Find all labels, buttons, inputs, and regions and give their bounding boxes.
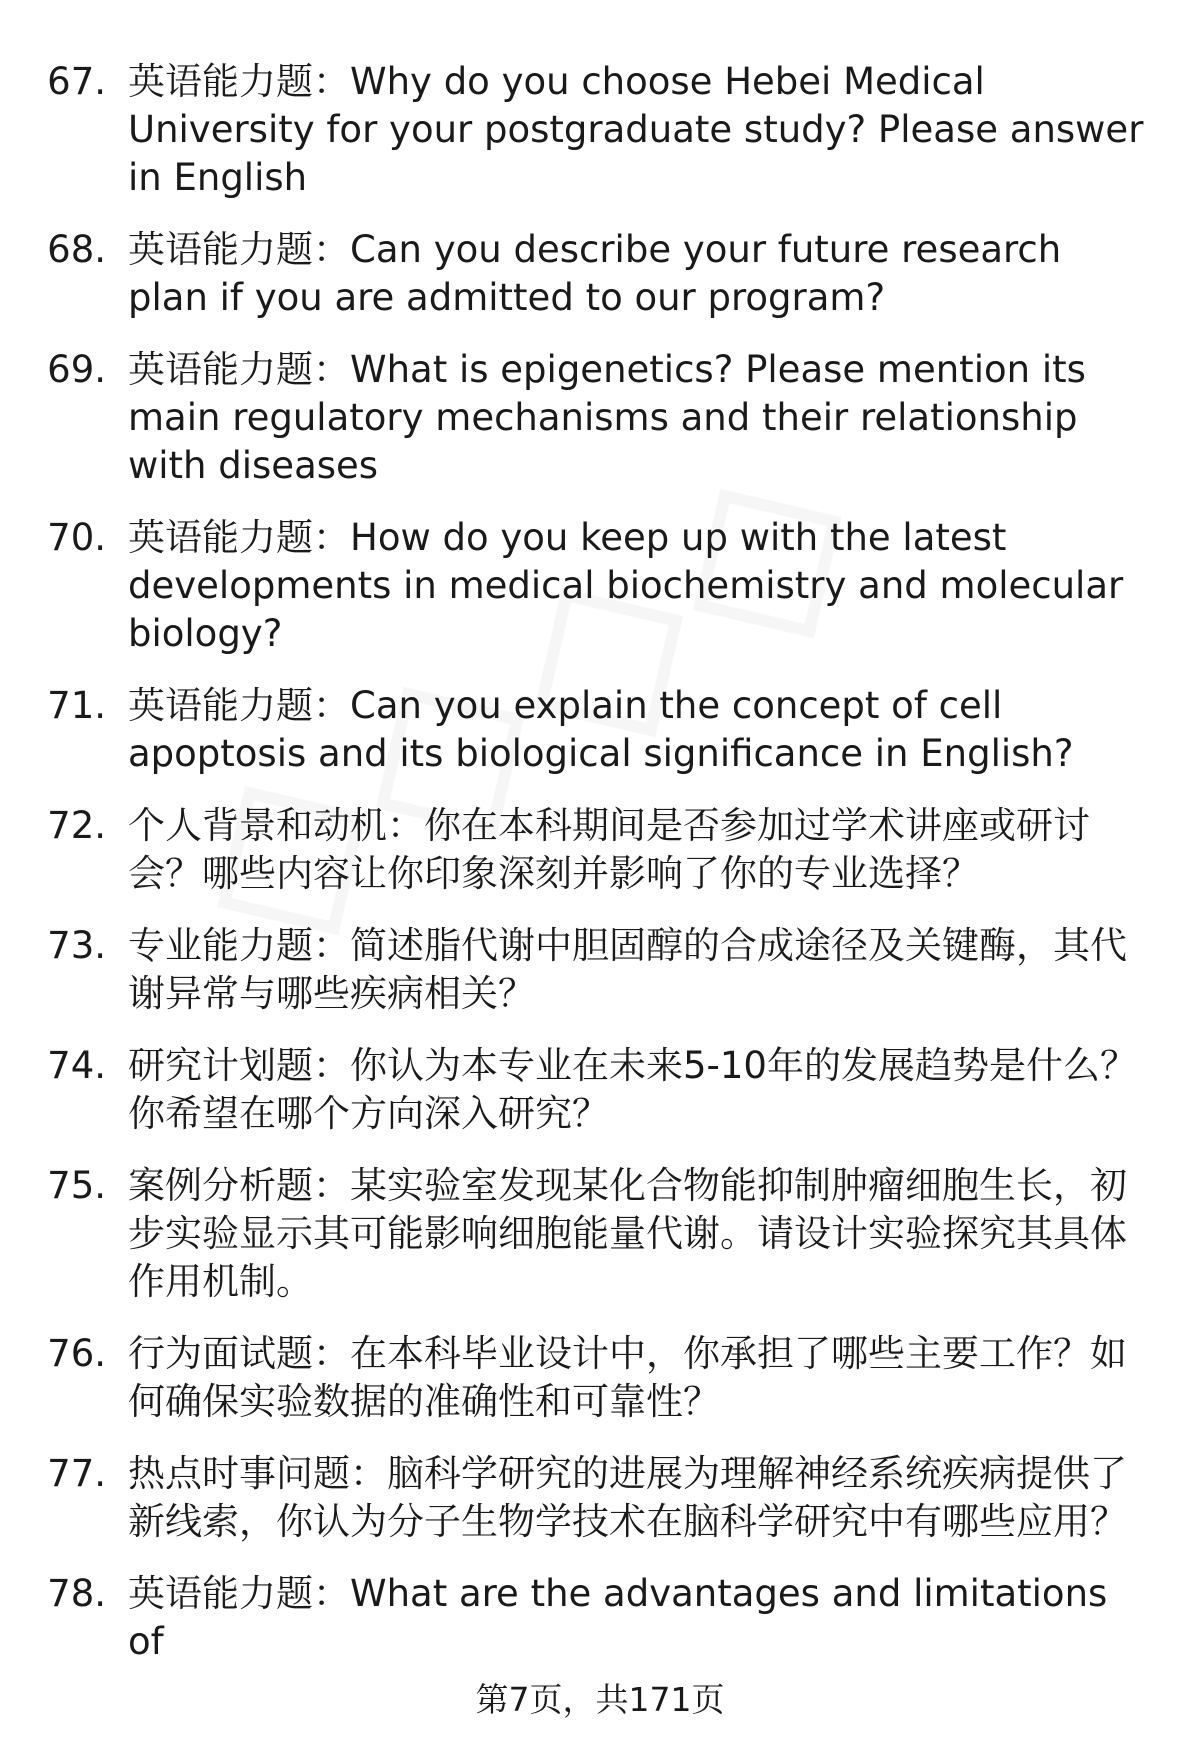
question-item-75: [0, 1162, 1200, 1306]
question-text: [128, 1570, 1148, 1666]
question-category: 专业能力题：: [128, 924, 350, 967]
question-item-77: [0, 1450, 1200, 1546]
page-number-footer: 第7页，共171页: [475, 1680, 725, 1719]
question-number: 74.: [47, 1044, 106, 1087]
question-category: 英语能力题：: [128, 228, 350, 271]
question-category: 英语能力题：: [128, 1572, 350, 1615]
question-text: [128, 514, 1148, 658]
question-body: What are the advantages and limitations of: [128, 1572, 1108, 1663]
question-item-74: [0, 1042, 1200, 1138]
question-item-68: [0, 226, 1200, 322]
question-text: [128, 1162, 1148, 1306]
question-number: 78.: [47, 1572, 106, 1615]
question-item-67: [0, 58, 1200, 202]
question-number: 77.: [47, 1452, 106, 1495]
question-item-78: [0, 1570, 1200, 1666]
question-text: [128, 1042, 1148, 1138]
question-number: 76.: [47, 1332, 106, 1375]
question-body: Can you explain the concept of cell apoptosis and its biological significance in English?: [128, 684, 1074, 775]
question-text: [128, 802, 1148, 898]
question-category: 英语能力题：: [128, 516, 350, 559]
question-body: 在本科毕业设计中，你承担了哪些主要工作？如何确保实验数据的准确性和可靠性？: [128, 1332, 1127, 1423]
question-category: 英语能力题：: [128, 684, 350, 727]
question-category: 个人背景和动机：: [128, 804, 424, 847]
question-text: [128, 226, 1148, 322]
question-item-70: [0, 514, 1200, 658]
question-text: [128, 922, 1148, 1018]
question-category: 英语能力题：: [128, 348, 350, 391]
question-body: Can you describe your future research plan if you are admitted to our program?: [128, 228, 1062, 319]
question-text: [128, 1450, 1148, 1546]
question-body: 某实验室发现某化合物能抑制肿瘤细胞生长，初步实验显示其可能影响细胞能量代谢。请设计实验探究其具体作用机制。: [128, 1164, 1127, 1303]
question-body: Why do you choose Hebei Medical University for your postgraduate study? Please answer in English: [128, 60, 1144, 199]
question-body: How do you keep up with the latest developments in medical biochemistry and molecular biology?: [128, 516, 1124, 655]
question-item-71: [0, 682, 1200, 778]
question-text: [128, 58, 1148, 202]
question-category: 行为面试题：: [128, 1332, 350, 1375]
question-body: 脑科学研究的进展为理解神经系统疾病提供了新线索，你认为分子生物学技术在脑科学研究中有哪些应用？: [128, 1452, 1127, 1543]
question-number: 72.: [47, 804, 106, 847]
question-number: 70.: [47, 516, 106, 559]
question-category: 案例分析题：: [128, 1164, 350, 1207]
question-text: [128, 682, 1148, 778]
question-number: 75.: [47, 1164, 106, 1207]
question-number: 69.: [47, 348, 106, 391]
question-number: 73.: [47, 924, 106, 967]
question-item-73: [0, 922, 1200, 1018]
question-text: [128, 1330, 1148, 1426]
question-number: 68.: [47, 228, 106, 271]
question-body: 简述脂代谢中胆固醇的合成途径及关键酶，其代谢异常与哪些疾病相关？: [128, 924, 1127, 1015]
question-item-69: [0, 346, 1200, 490]
question-list: [0, 58, 1200, 1690]
question-category: 热点时事问题：: [128, 1452, 387, 1495]
question-body: What is epigenetics? Please mention its main regulatory mechanisms and their relationship with diseases: [128, 348, 1086, 487]
question-category: 研究计划题：: [128, 1044, 350, 1087]
question-text: [128, 346, 1148, 490]
question-category: 英语能力题：: [128, 60, 350, 103]
question-body: 你在本科期间是否参加过学术讲座或研讨会？哪些内容让你印象深刻并影响了你的专业选择？: [128, 804, 1090, 895]
question-number: 71.: [47, 684, 106, 727]
question-item-72: [0, 802, 1200, 898]
question-item-76: [0, 1330, 1200, 1426]
question-number: 67.: [47, 60, 106, 103]
question-body: 你认为本专业在未来5-10年的发展趋势是什么？你希望在哪个方向深入研究？: [128, 1044, 1137, 1135]
